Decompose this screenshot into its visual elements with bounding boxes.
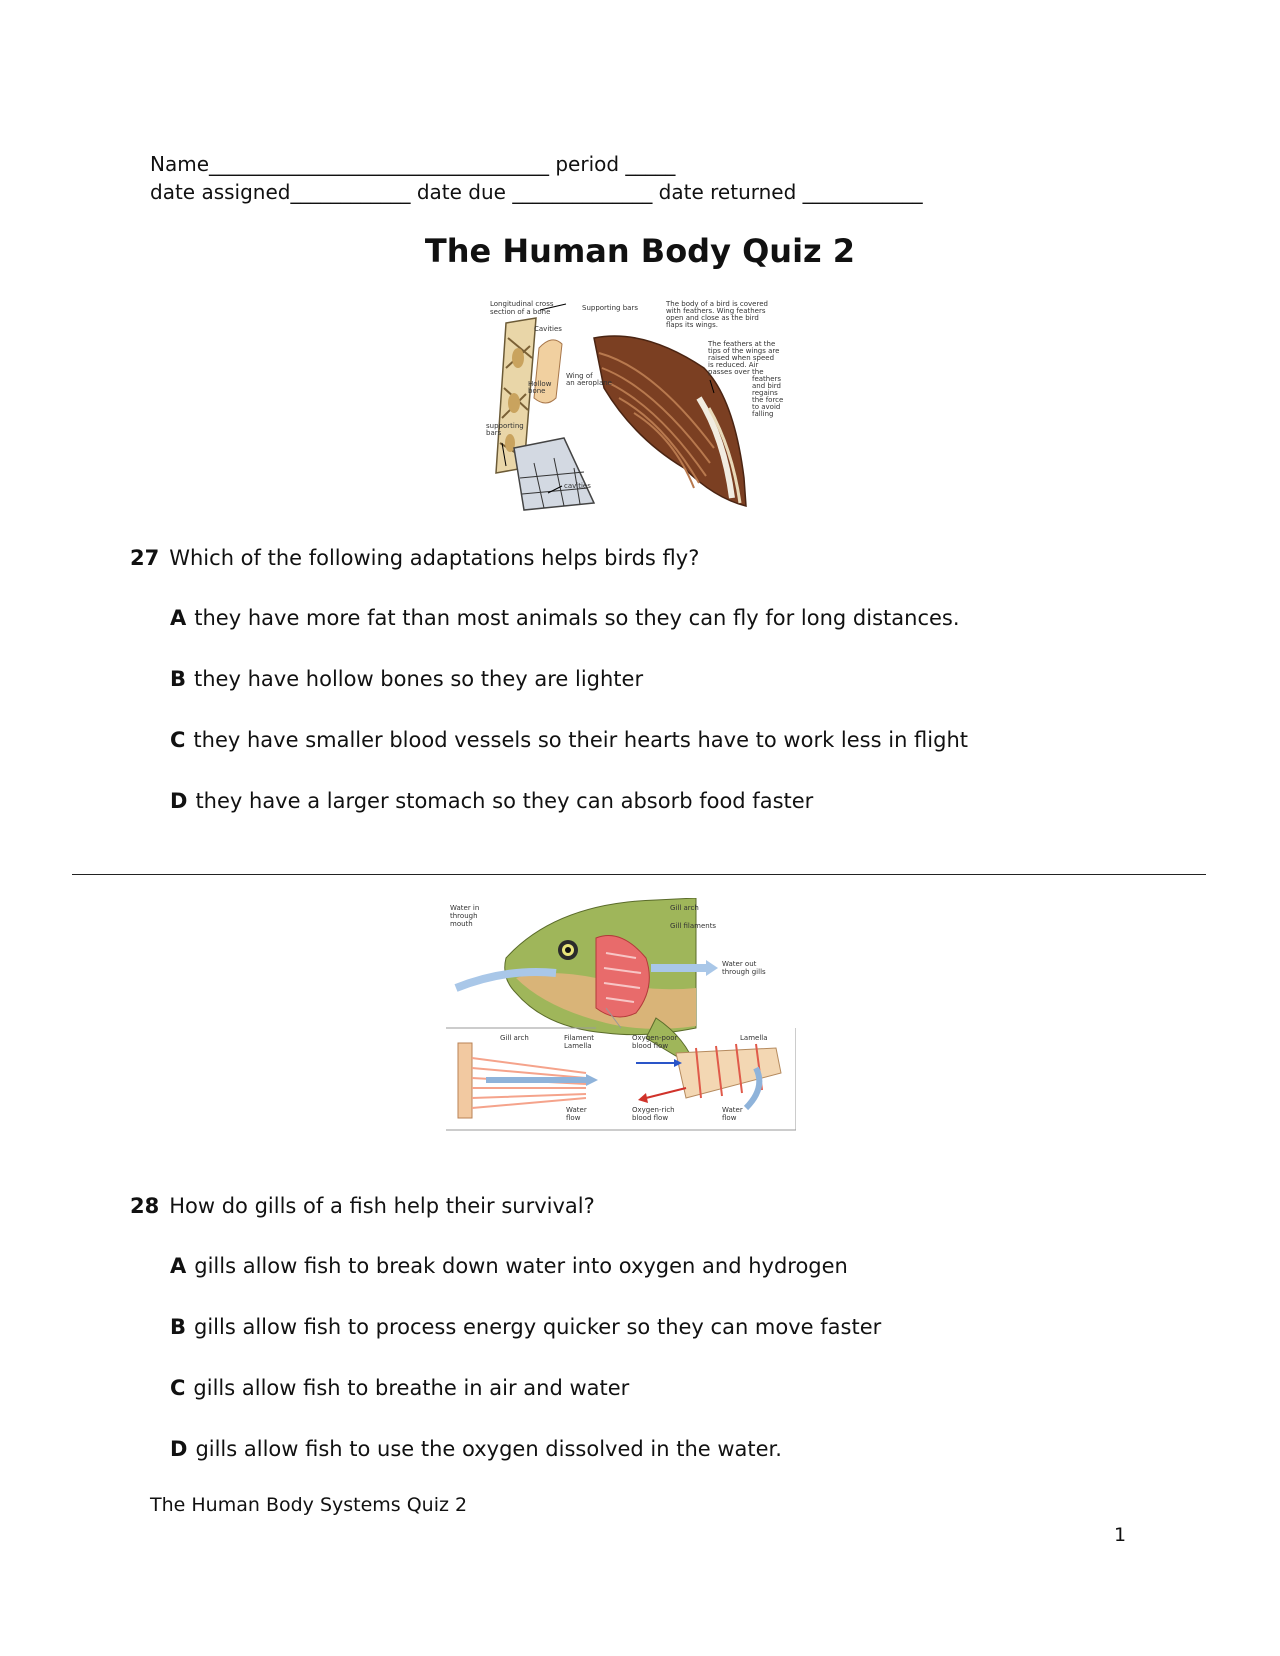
label-lamella: Lamella [740,1034,768,1042]
q28-option-d[interactable] [170,1437,782,1461]
option-text: they have smaller blood vessels so their hearts have to work less in flight [193,728,968,752]
option-text: they have more fat than most animals so they can fly for long distances. [194,606,960,630]
label-lamella-small: Lamella [564,1042,592,1050]
label-supporting-bars-bottom-1: supporting [486,422,524,430]
q28-option-c[interactable] [170,1376,629,1400]
question-text: Which of the following adaptations helps birds fly? [169,546,700,570]
label-gill-arch: Gill arch [670,904,699,912]
bird-text-2-line-5: passes over the [708,368,764,376]
q27-option-a[interactable] [170,606,960,630]
label-gill-filaments: Gill filaments [670,922,717,930]
label-wing-aeroplane-2: an aeroplane [566,379,612,387]
label-water-out-1: Water out [722,960,757,968]
lamella-detail-image [636,1044,781,1108]
option-text: gills allow fish to use the oxygen dissolved in the water. [195,1437,782,1461]
q28-option-a[interactable] [170,1254,848,1278]
option-text: they have hollow bones so they are lighter [194,667,644,691]
question-text: How do gills of a fish help their survival? [169,1194,595,1218]
bird-text-2-line-2: tips of the wings are [708,347,780,355]
label-cavities-bottom: cavities [564,482,591,490]
option-letter: C [170,728,186,752]
label-water-in-1: Water in [450,904,480,912]
label-oxygen-rich-2: blood flow [632,1114,669,1122]
option-letter: C [170,1376,186,1400]
label-water-in-3: mouth [450,920,473,928]
option-letter: D [170,1437,188,1461]
bird-text-1-line-1: The body of a bird is covered [666,300,768,308]
label-wing-aeroplane-1: Wing of [566,372,593,380]
bird-text-2-line-10: to avoid [752,403,781,411]
bird-text-2-line-4: is reduced. Air [708,361,759,369]
label-hollow-bone-1: Hollow [528,380,552,388]
option-text: gills allow fish to break down water into oxygen and hydrogen [194,1254,848,1278]
question-27 [130,546,699,570]
option-letter: B [170,1315,187,1339]
name-period-line: Name__________________________________ period _____ [150,152,676,176]
bird-text-2-line-11: falling [752,410,774,418]
bird-text-1-line-4: flaps its wings. [666,321,718,329]
bird-text-2-line-9: the force [752,396,784,404]
option-letter: A [170,1254,187,1278]
option-text: they have a larger stomach so they can absorb food faster [195,789,814,813]
label-water-flow-2a: Water [722,1106,743,1114]
label-cross-section-1: Longitudinal cross [490,300,554,308]
label-oxygen-rich-1: Oxygen-rich [632,1106,675,1114]
option-letter: B [170,667,187,691]
page-title: The Human Body Quiz 2 [424,232,856,270]
footer-text: The Human Body Systems Quiz 2 [150,1494,468,1516]
bird-text-1-line-3: open and close as the bird [666,314,759,322]
aeroplane-wing-image [514,438,594,510]
label-water-flow-2b: flow [722,1114,737,1122]
q27-option-d[interactable] [170,789,813,813]
section-divider [72,874,1206,875]
question-number: 28 [130,1194,160,1218]
q27-option-b[interactable] [170,667,643,691]
label-water-out-2: through gills [722,968,766,976]
label-water-in-2: through [450,912,478,920]
option-text: gills allow fish to process energy quicker so they can move faster [194,1315,882,1339]
bird-wing-figure [484,298,792,526]
label-supporting-bars-bottom-2: bars [486,429,502,437]
bird-text-2-line-7: and bird [752,382,781,390]
bird-text-2-line-8: regains [752,389,778,397]
label-oxygen-poor-1: Oxygen-poor [632,1034,678,1042]
question-number: 27 [130,546,160,570]
bird-text-2-line-6: feathers [752,375,782,383]
bird-text-2-line-3: raised when speed [708,354,775,362]
label-supporting-bars-top: Supporting bars [582,304,638,312]
label-cross-section-2: section of a bone [490,308,551,316]
option-letter: A [170,606,187,630]
dates-line: date assigned____________ date due ______________ date returned ____________ [150,180,923,204]
fish-gills-figure [446,898,796,1138]
label-hollow-bone-2: bone [528,387,546,395]
label-cavities-top: Cavities [534,325,562,333]
q27-option-c[interactable] [170,728,968,752]
page-number: 1 [1114,1524,1127,1546]
bird-text-2-line-1: The feathers at the [708,340,776,348]
option-letter: D [170,789,188,813]
q28-option-b[interactable] [170,1315,881,1339]
option-text: gills allow fish to breathe in air and water [193,1376,630,1400]
label-filament: Filament [564,1034,595,1042]
label-gill-arch-detail: Gill arch [500,1034,529,1042]
label-water-flow-1b: flow [566,1114,581,1122]
label-oxygen-poor-2: blood flow [632,1042,669,1050]
question-28 [130,1194,595,1218]
label-water-flow-1a: Water [566,1106,587,1114]
bird-text-1-line-2: with feathers. Wing feathers [666,307,766,315]
